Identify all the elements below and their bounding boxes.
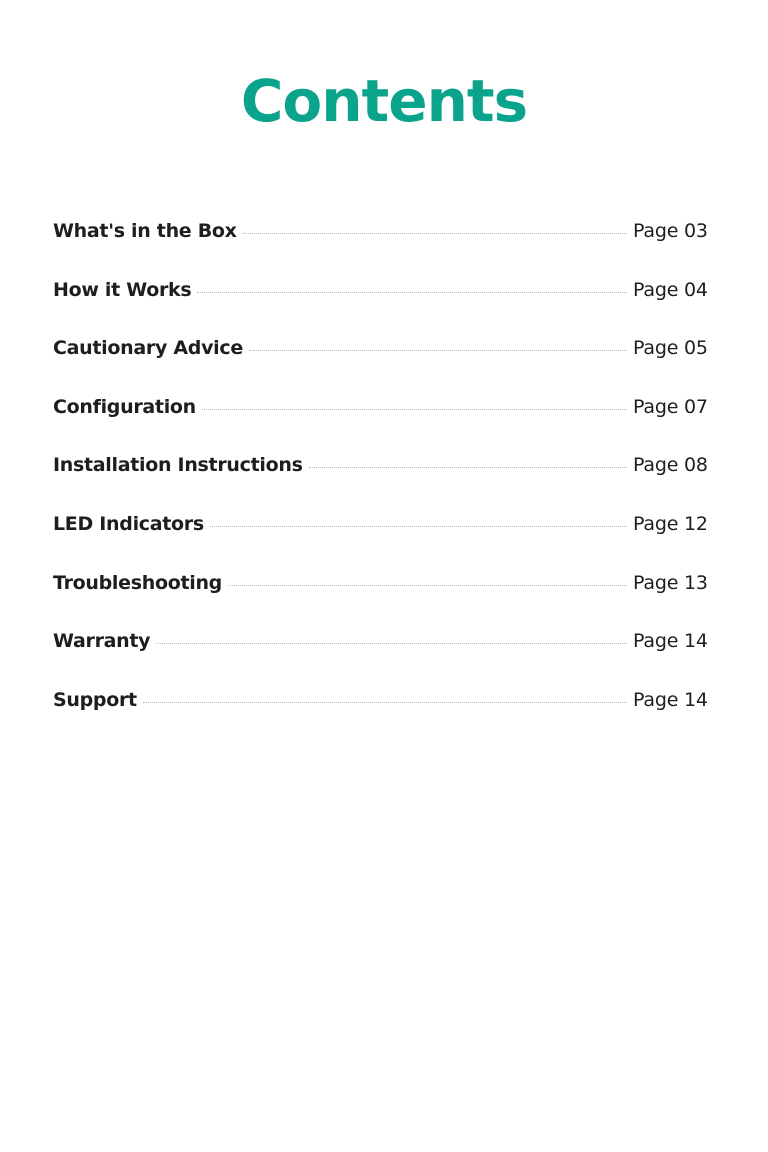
toc-entry-page: Page 13	[633, 571, 708, 594]
toc-entry-warranty[interactable]	[53, 630, 715, 689]
table-of-contents	[53, 220, 715, 747]
dotted-leader	[197, 292, 627, 293]
toc-entry-page: Page 04	[633, 278, 708, 301]
dotted-leader	[249, 350, 627, 351]
toc-entry-page: Page 07	[633, 395, 708, 418]
toc-entry-title: Configuration	[53, 395, 196, 418]
toc-entry-title: How it Works	[53, 278, 192, 301]
toc-entry-title: Troubleshooting	[53, 571, 222, 594]
toc-entry-title: What's in the Box	[53, 220, 237, 242]
dotted-leader	[309, 467, 627, 468]
page-title: Contents	[240, 67, 528, 135]
toc-entry-troubleshooting[interactable]	[53, 572, 715, 631]
toc-entry-installation-instructions[interactable]	[53, 454, 715, 513]
toc-entry-how-it-works[interactable]	[53, 279, 715, 338]
toc-entry-page: Page 03	[633, 220, 708, 242]
toc-entry-page: Page 12	[633, 512, 708, 535]
toc-entry-title: Installation Instructions	[53, 454, 303, 477]
toc-entry-title: Warranty	[53, 630, 151, 653]
dotted-leader	[228, 585, 627, 586]
toc-entry-title: Support	[53, 688, 137, 711]
toc-entry-cautionary-advice[interactable]	[53, 337, 715, 396]
toc-entry-page: Page 05	[633, 337, 708, 360]
dotted-leader	[156, 643, 627, 644]
toc-entry-configuration[interactable]	[53, 396, 715, 455]
toc-entry-title: Cautionary Advice	[53, 337, 243, 360]
dotted-leader	[210, 526, 627, 527]
toc-entry-led-indicators[interactable]	[53, 513, 715, 572]
toc-entry-page: Page 14	[633, 630, 708, 653]
toc-entry-page: Page 14	[633, 688, 708, 711]
dotted-leader	[202, 409, 627, 410]
toc-entry-support[interactable]	[53, 689, 715, 748]
toc-entry-title: LED Indicators	[53, 512, 204, 535]
toc-entry-page: Page 08	[633, 454, 708, 477]
dotted-leader	[243, 233, 627, 234]
toc-entry-whats-in-the-box[interactable]	[53, 220, 715, 279]
dotted-leader	[143, 702, 627, 703]
